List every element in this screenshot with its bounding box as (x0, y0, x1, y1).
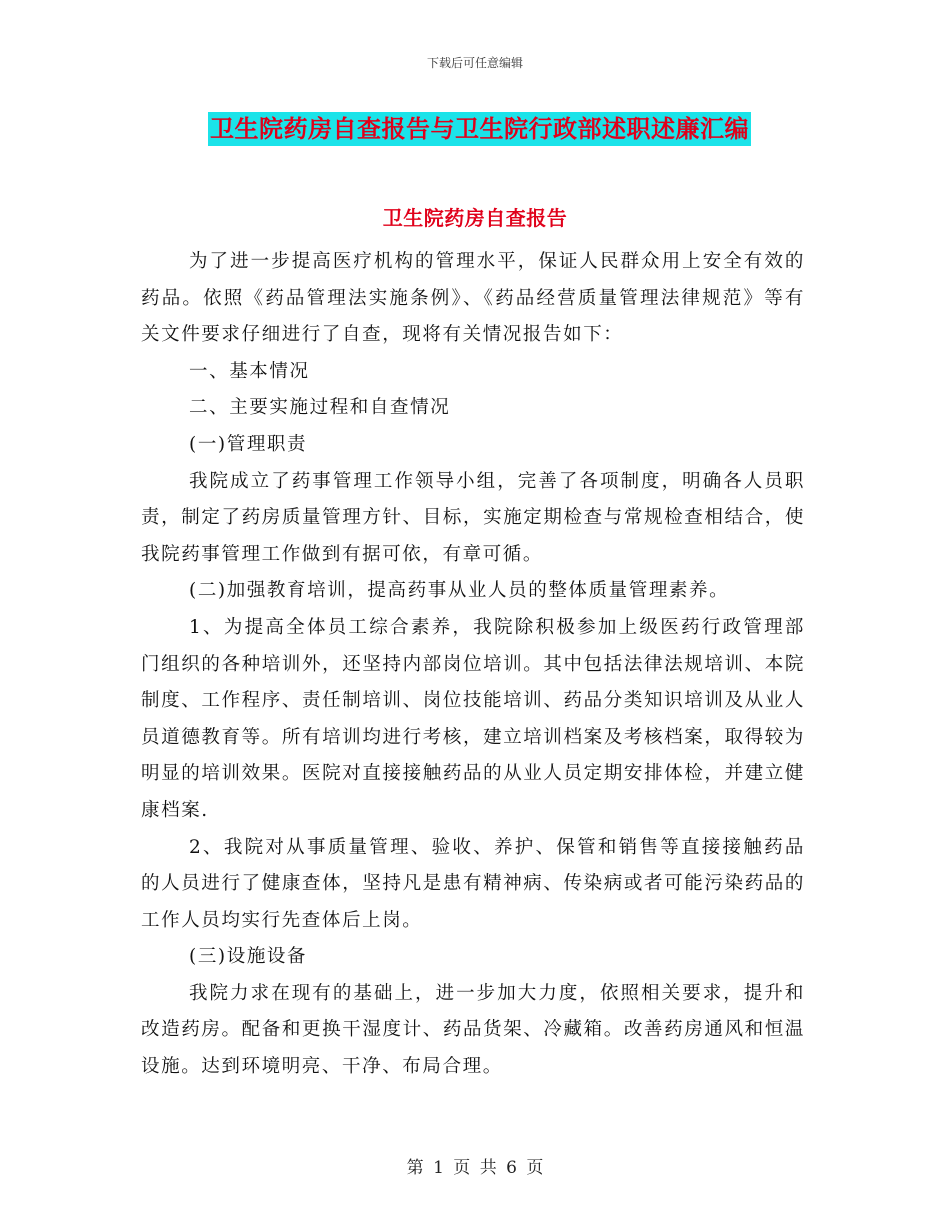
paragraph-management-duties: 我院成立了药事管理工作领导小组，完善了各项制度，明确各人员职责，制定了药房质量管理方针、目标，实施定期检查与常规检查相结合，使我院药事管理工作做到有据可依，有章可循。 (141, 470, 805, 565)
paragraph-intro: 为了进一步提高医疗机构的管理水平，保证人民群众用上安全有效的药品。依照《药品管理法实施条例》、《药品经营质量管理法律规范》等有关文件要求仔细进行了自查，现将有关情况报告如下： (141, 251, 805, 346)
paragraph-training-2: 2、我院对从事质量管理、验收、养护、保管和销售等直接接触药品的人员进行了健康查体，坚持凡是患有精神病、传染病或者可能污染药品的工作人员均实行先查体后上岗。 (141, 836, 805, 931)
heading-basic-situation: 一、基本情况 (189, 360, 310, 382)
heading-implementation: 二、主要实施过程和自查情况 (189, 397, 451, 419)
subheading-management-duties: (一)管理职责 (189, 433, 308, 455)
header-note: 下载后可任意编辑 (426, 56, 523, 70)
subheading-facilities: (三)设施设备 (189, 946, 308, 968)
section-title: 卫生院药房自查报告 (382, 206, 568, 230)
paragraph-facilities: 我院力求在现有的基础上，进一步加大力度，依照相关要求，提升和改造药房。配备和更换干湿度计、药品货架、冷藏箱。改善药房通风和恒温设施。达到环境明亮、干净、布局合理。 (141, 982, 805, 1078)
paragraph-training-1: 1、为提高全体员工综合素养，我院除积极参加上级医药行政管理部门组织的各种培训外，还坚持内部岗位培训。其中包括法律法规培训、本院制度、工作程序、责任制培训、岗位技能培训、药品分类知识培训及从业人员道德教育等。所有培训均进行考核，建立培训档案及考核档案，取得较为明显的培训效果。医院对直接接触药品的从业人员定期安排体检，并建立健康档案. (141, 616, 805, 821)
subheading-training: (二)加强教育培训，提高药事从业人员的整体质量管理素养。 (189, 580, 730, 602)
page-footer: 第 1 页 共 6 页 (406, 1158, 544, 1178)
document-body (141, 244, 805, 1086)
document-main-title: 卫生院药房自查报告与卫生院行政部述职述廉汇编 (208, 112, 751, 146)
